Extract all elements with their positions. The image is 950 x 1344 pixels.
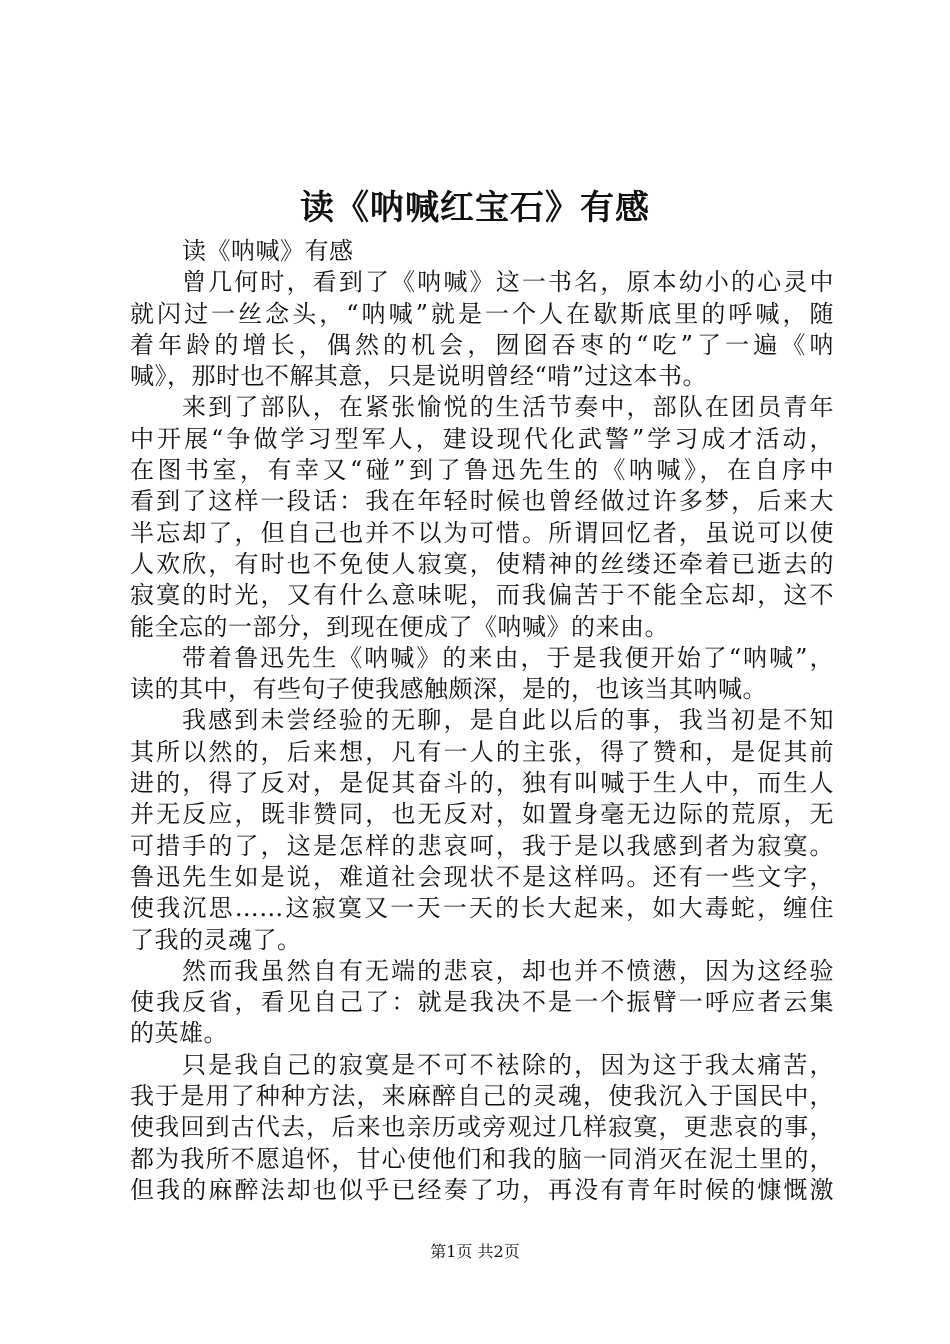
paragraph-line: 曾几何时，看到了《呐喊》这一书名，原本幼小的心灵中 xyxy=(182,268,834,297)
paragraph-line: 中开展“争做学习型军人，建设现代化武警”学习成才活动， xyxy=(130,424,834,453)
paragraph-line: 来到了部队，在紧张愉悦的生活节奏中，部队在团员青年 xyxy=(182,393,834,422)
paragraph-1 xyxy=(130,267,834,392)
paragraph-4 xyxy=(130,705,834,955)
paragraph-line: 使我反省，看见自己了：就是我决不是一个振臂一呼应者云集 xyxy=(130,988,834,1017)
paragraph-line: 进的，得了反对，是促其奋斗的，独有叫喊于生人中，而生人 xyxy=(130,769,834,798)
paragraph-line: 我于是用了种种方法，来麻醉自己的灵魂，使我沉入于国民中， xyxy=(130,1082,834,1111)
paragraph-line: 但我的麻醉法却也似乎已经奏了功，再没有青年时候的慷慨激 xyxy=(130,1175,834,1204)
paragraph-line: 只是我自己的寂寞是不可不袪除的，因为这于我太痛苦， xyxy=(182,1050,834,1079)
paragraph-line: 使我回到古代去，后来也亲历或旁观过几样寂寞，更悲哀的事， xyxy=(130,1113,834,1142)
paragraph-line: 着年龄的增长，偶然的机会，囫囵吞枣的“吃”了一遍《呐 xyxy=(130,330,834,359)
paragraph-6 xyxy=(130,1050,834,1206)
paragraph-5 xyxy=(130,956,834,1050)
paragraph-line: 在图书室，有幸又“碰”到了鲁迅先生的《呐喊》，在自序中 xyxy=(130,456,834,485)
paragraph-line: 的英雄。 xyxy=(130,1019,228,1048)
paragraph-line: 带着鲁迅先生《呐喊》的来由，于是我便开始了“呐喊”， xyxy=(182,643,834,672)
paragraph-line: 并无反应，既非赞同，也无反对，如置身毫无边际的荒原，无 xyxy=(130,800,834,829)
paragraph-line: 了我的灵魂了。 xyxy=(130,925,302,954)
page-title: 读《呐喊红宝石》有感 xyxy=(300,188,650,228)
paragraph-3 xyxy=(130,643,834,706)
paragraph-line: 寂寞的时光，又有什么意味呢，而我偏苦于不能全忘却，这不 xyxy=(130,581,834,610)
paragraph-line: 喊》，那时也不解其意，只是说明曾经“啃”过这本书。 xyxy=(130,362,708,391)
page-number: 第1页 共2页 xyxy=(430,1242,520,1261)
paragraph-line: 都为我所不愿追怀，甘心使他们和我的脑一同消灭在泥土里的， xyxy=(130,1144,834,1173)
document-subtitle: 读《呐喊》有感 xyxy=(182,237,354,265)
paragraph-line: 能全忘的一部分，到现在便成了《呐喊》的来由。 xyxy=(130,612,669,641)
paragraph-line: 读的其中，有些句子使我感触颇深，是的，也该当其呐喊。 xyxy=(130,675,767,704)
paragraph-line: 看到了这样一段话：我在年轻时候也曾经做过许多梦，后来大 xyxy=(130,487,834,516)
paragraph-line: 我感到未尝经验的无聊，是自此以后的事，我当初是不知 xyxy=(182,706,834,735)
paragraph-line: 使我沉思……这寂寞又一天一天的长大起来，如大毒蛇，缠住 xyxy=(130,894,834,923)
paragraph-line: 鲁迅先生如是说，难道社会现状不是这样吗。还有一些文字， xyxy=(130,862,834,891)
paragraph-line: 其所以然的，后来想，凡有一人的主张，得了赞和，是促其前 xyxy=(130,737,834,766)
document-body xyxy=(130,236,834,1206)
paragraph-line: 然而我虽然自有无端的悲哀，却也并不愤懑，因为这经验 xyxy=(182,956,834,985)
paragraph-line: 可措手的了，这是怎样的悲哀呵，我于是以我感到者为寂寞。 xyxy=(130,831,834,860)
paragraph-2 xyxy=(130,392,834,642)
paragraph-line: 半忘却了，但自己也并不以为可惜。所谓回忆者，虽说可以使 xyxy=(130,518,834,547)
paragraph-line: 人欢欣，有时也不免使人寂寞，使精神的丝缕还牵着已逝去的 xyxy=(130,549,834,578)
paragraph-line: 就闪过一丝念头，“呐喊”就是一个人在歇斯底里的呼喊，随 xyxy=(130,299,834,328)
